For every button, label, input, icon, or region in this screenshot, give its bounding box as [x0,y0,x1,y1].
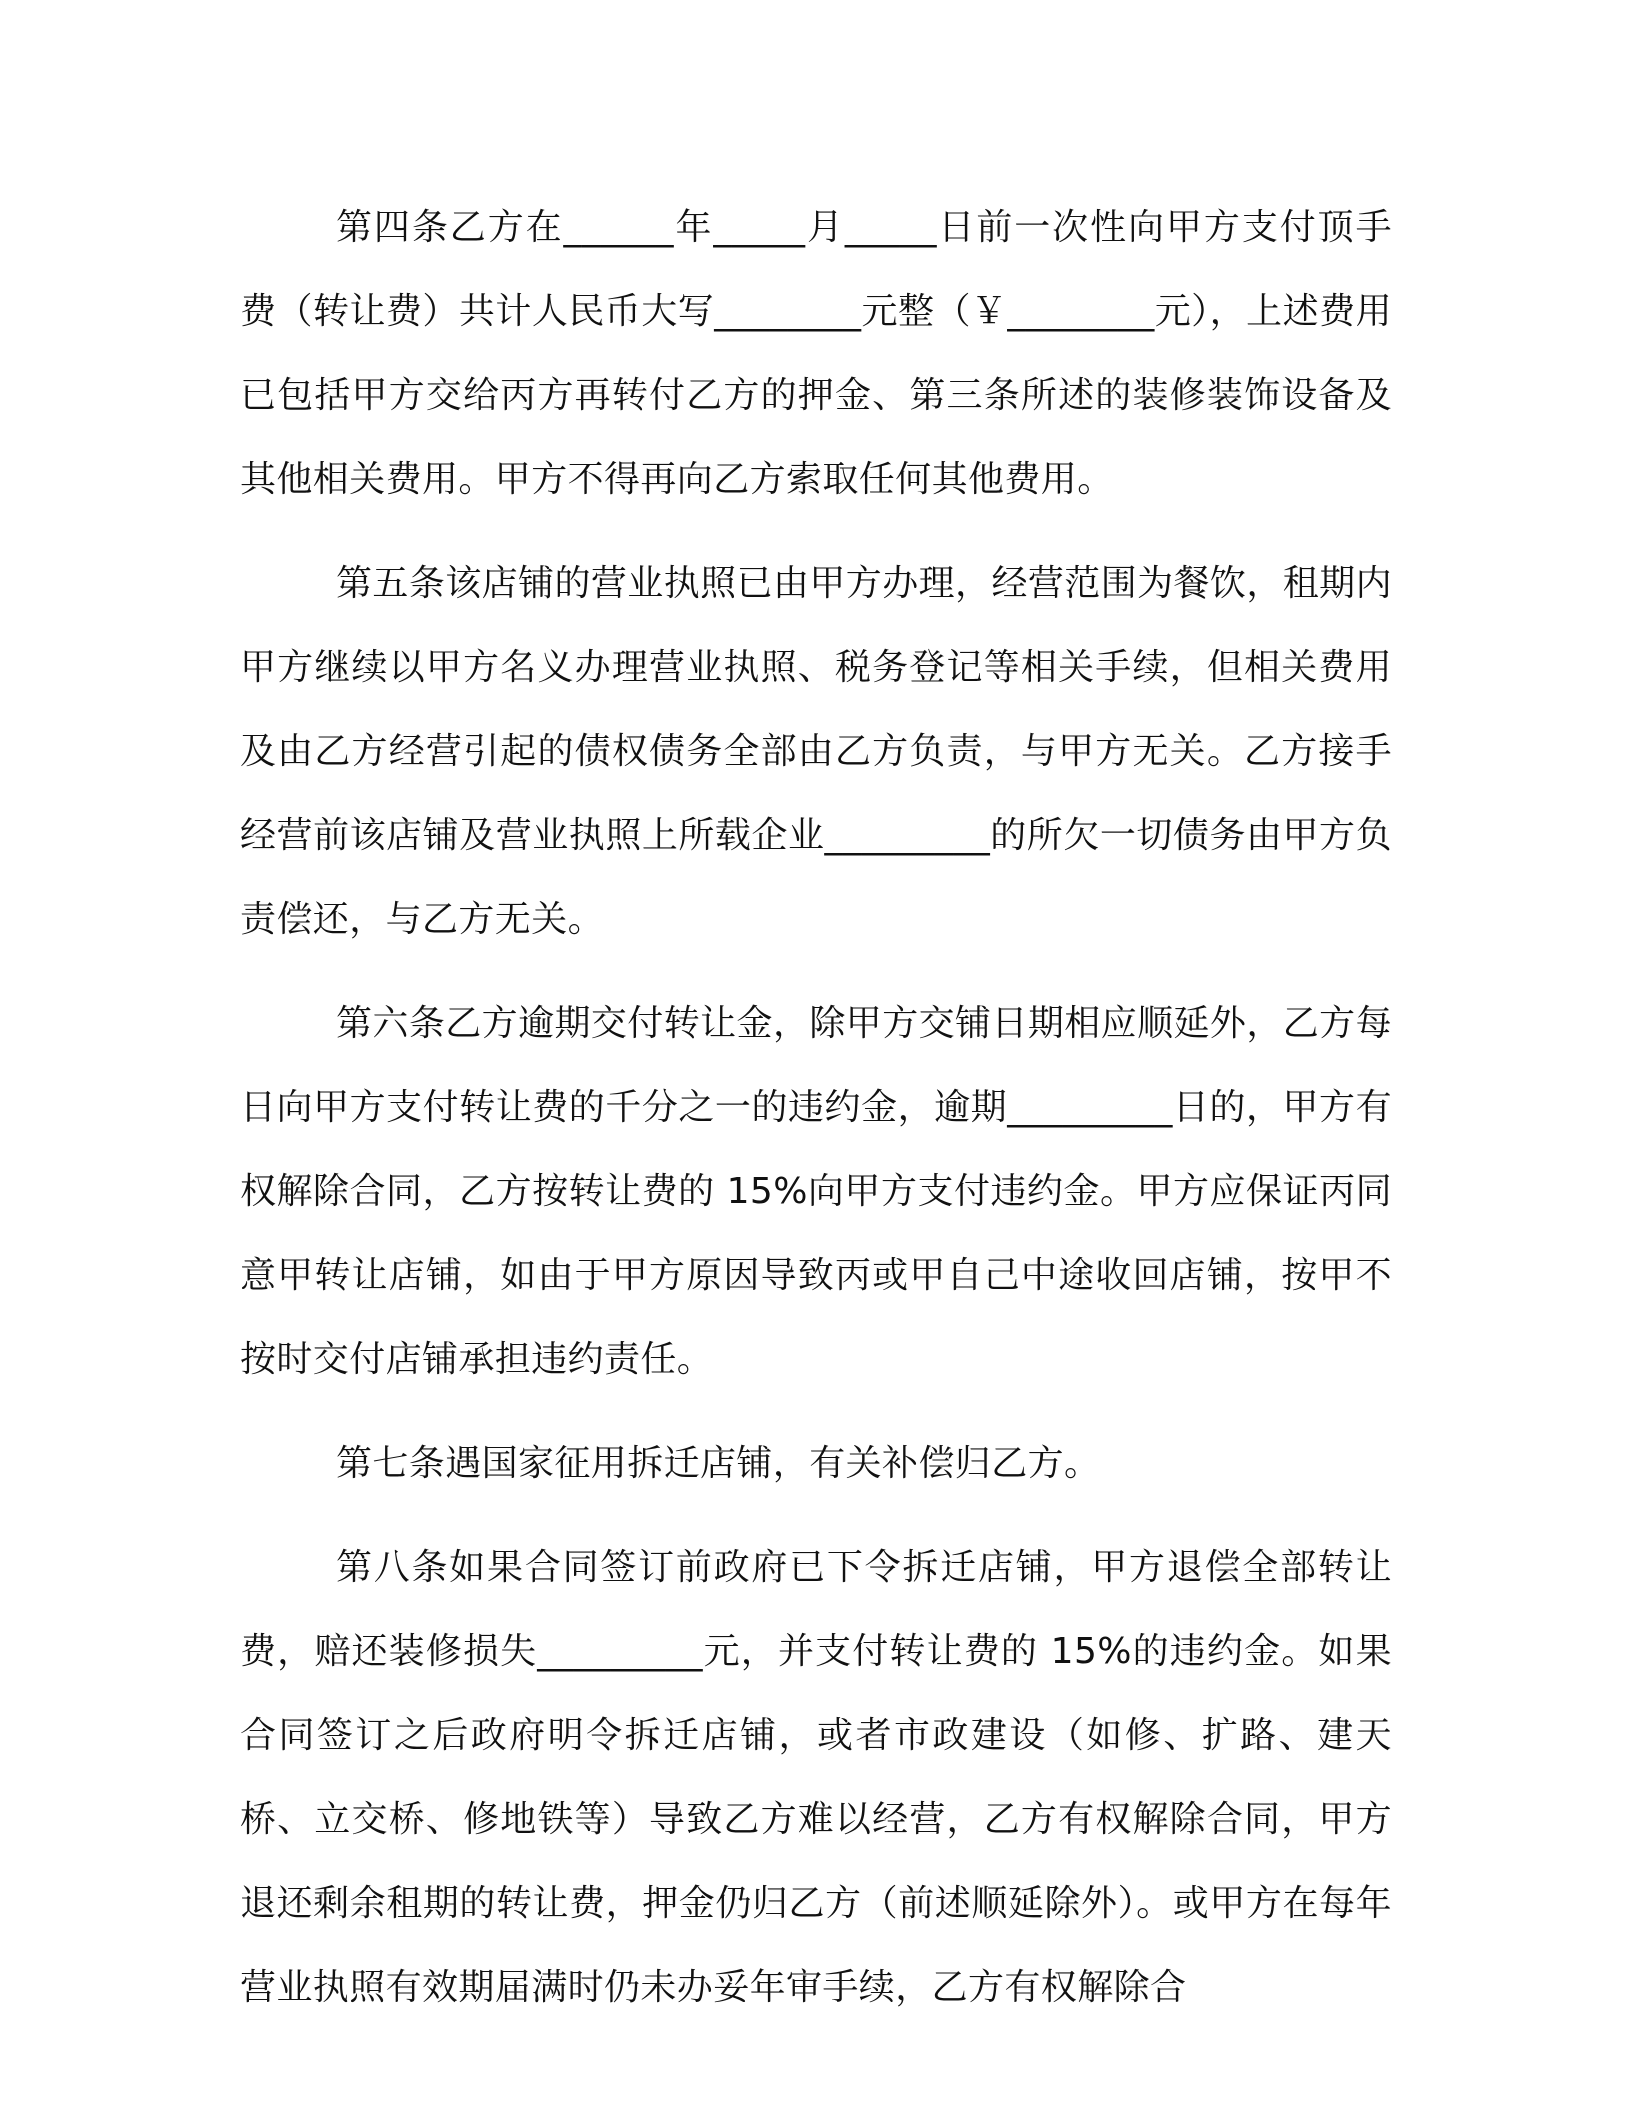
paragraph-article-8: 第八条如果合同签订前政府已下令拆迁店铺，甲方退偿全部转让费，赔还装修损失_________元，并支付转让费的 15%的违约金。如果合同签订之后政府明令拆迁店铺，或者市政建设（如修、扩路、建天桥、立交桥、修地铁等）导致乙方难以经营，乙方有权解除合同，甲方退还剩余租期的转让费，押金仍归乙方（前述顺延除外）。或甲方在每年营业执照有效期届满时仍未办妥年审手续，乙方有权解除合 [240,1547,1392,2008]
paragraph-article-5: 第五条该店铺的营业执照已由甲方办理，经营范围为餐饮，租期内甲方继续以甲方名义办理营业执照、税务登记等相关手续，但相关费用及由乙方经营引起的债权债务全部由乙方负责，与甲方无关。乙方接手经营前该店铺及营业执照上所载企业_________的所欠一切债务由甲方负责偿还，与乙方无关。 [240,563,1392,940]
document-body [240,186,1392,2050]
paragraph-article-6: 第六条乙方逾期交付转让金，除甲方交铺日期相应顺延外，乙方每日向甲方支付转让费的千分之一的违约金，逾期_________日的，甲方有权解除合同，乙方按转让费的 15%向甲方支付违约金。甲方应保证丙同意甲转让店铺，如由于甲方原因导致丙或甲自己中途收回店铺，按甲不按时交付店铺承担违约责任。 [240,1003,1392,1380]
paragraph-article-7: 第七条遇国家征用拆迁店铺，有关补偿归乙方。 [336,1443,1101,1484]
paragraph-article-4: 第四条乙方在______年_____月_____日前一次性向甲方支付顶手费（转让费）共计人民币大写________元整（￥________元），上述费用已包括甲方交给丙方再转付乙方的押金、第三条所述的装修装饰设备及其他相关费用。甲方不得再向乙方索取任何其他费用。 [240,207,1392,500]
